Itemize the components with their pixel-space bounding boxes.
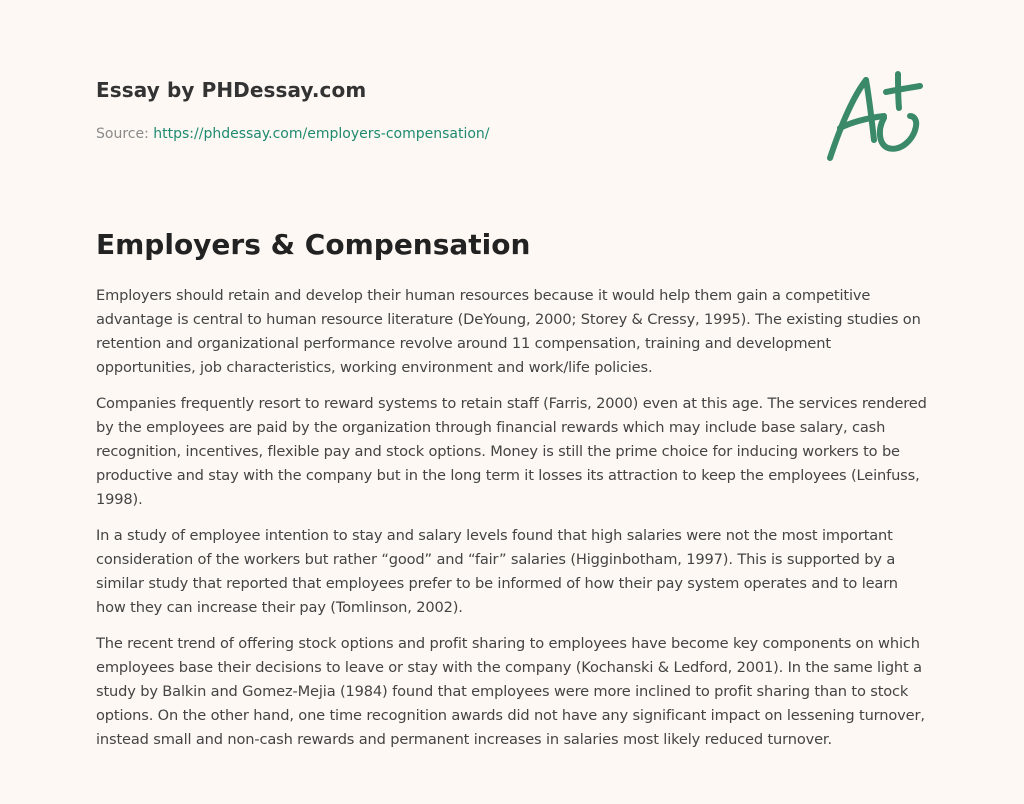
a-plus-logo-icon — [822, 68, 928, 164]
essay-title: Employers & Compensation — [96, 228, 531, 261]
essay-paragraph: Employers should retain and develop their human resources because it would help them gain a competitive advantage is central to human resource literature (DeYoung, 2000; Storey & Cressy, 1995). The existing studies on retention and organizational performance revolve around 11 compensation, training and development opportunities, job characteristics, working environment and work/life policies. — [96, 287, 921, 376]
essay-paragraph: Companies frequently resort to reward systems to retain staff (Farris, 2000) even at this age. The services rendered by the employees are paid by the organization through financial rewards which may include base salary, cash recognition, incentives, flexible pay and stock options. Money is still the prime choice for inducing workers to be productive and stay with the company but in the long term it losses its attraction to keep the employees (Leinfuss, 1998). — [96, 395, 927, 508]
source-label: Source: — [96, 126, 154, 142]
source-link[interactable]: https://phdessay.com/employers-compensation/ — [153, 126, 490, 142]
essay-body — [96, 284, 928, 764]
site-header — [96, 76, 796, 144]
source-line — [96, 124, 796, 144]
brand-title: Essay by PHDessay.com — [96, 78, 367, 102]
essay-paragraph: The recent trend of offering stock options and profit sharing to employees have become key components on which employees base their decisions to leave or stay with the company (Kochanski & Ledford, 2001). In the same light a study by Balkin and Gomez-Mejia (1984) found that employees were more inclined to profit sharing than to stock options. On the other hand, one time recognition awards did not have any significant impact on lessening turnover, instead small and non-cash rewards and permanent increases in salaries most likely reduced turnover. — [96, 635, 925, 748]
essay-paragraph: In a study of employee intention to stay and salary levels found that high salaries were not the most important consideration of the workers but rather “good” and “fair” salaries (Higginbotham, 1997). This is supported by a similar study that reported that employees prefer to be informed of how their pay system operates and to learn how they can increase their pay (Tomlinson, 2002). — [96, 527, 898, 616]
